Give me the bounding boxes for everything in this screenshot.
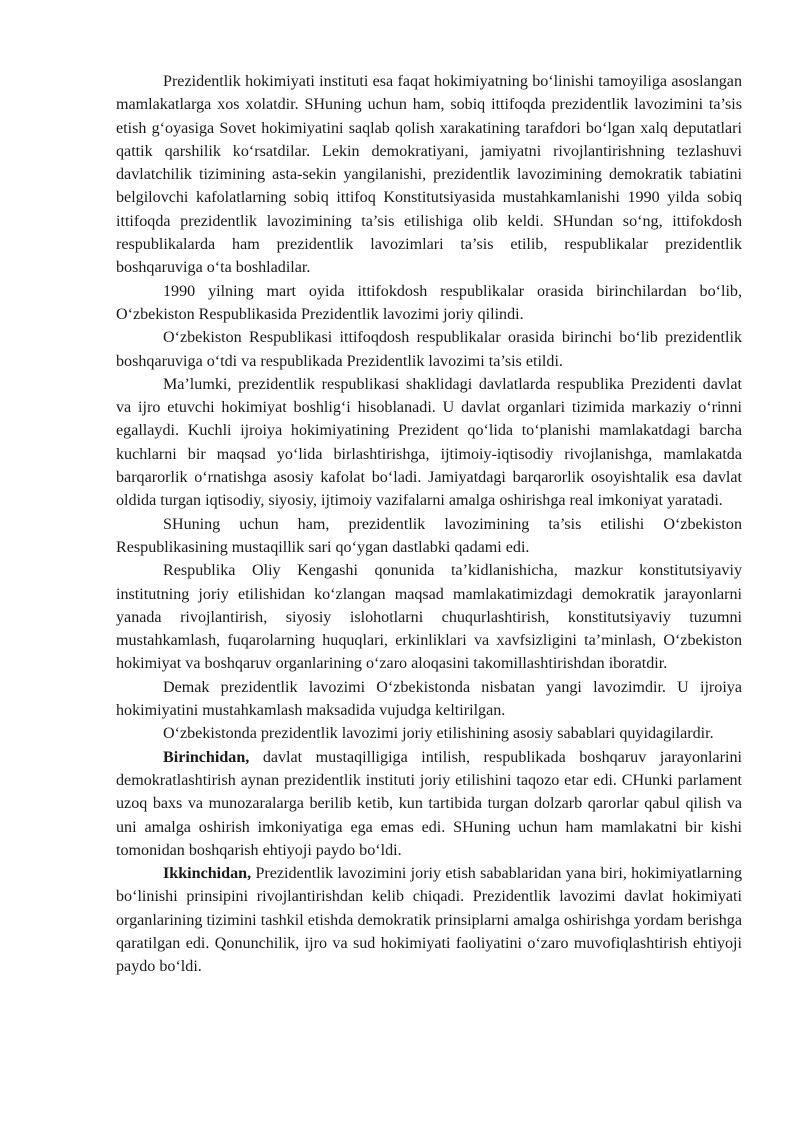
paragraph [116, 559, 742, 675]
paragraph-text: davlat mustaqilligiga intilish, respublikada boshqaruv jarayonlarini demokratlashtirish aynan prezidentlik instituti joriy etilishini taqozo etar edi. CHunki parlament uzoq baxs va munozaralarga berilib ketib, kun tartibida turgan dolzarb qarorlar qabul qilish va uni amalga oshirish imkoniyatiga ega emas edi. SHuning uchun ham mamlakatni bir kishi tomonidan boshqarish ehtiyoji paydo bo‘ldi. [116, 748, 742, 859]
paragraph-text: O‘zbekistonda prezidentlik lavozimi joriy etilishining asosiy sabablari quyidagilardir. [163, 725, 714, 743]
paragraph-text: 1990 yilning mart oyida ittifokdosh respublikalar orasida birinchilardan bo‘lib, O‘zbekiston Respublikasida Prezidentlik lavozimi joriy qilindi. [116, 282, 742, 323]
paragraph [116, 862, 742, 978]
paragraph [116, 326, 742, 373]
paragraph [116, 722, 742, 745]
paragraph [116, 280, 742, 327]
paragraph-text: Demak prezidentlik lavozimi O‘zbekistonda nisbatan yangi lavozimdir. U ijroiya hokimiyatini mustahkamlash maksadida vujudga keltirilgan. [116, 678, 742, 720]
paragraph-text: Prezidentlik hokimiyati instituti esa faqat hokimiyatning bo‘linishi tamoyiliga asoslangan mamlakatlarga xos xolatdir. SHuning uchun ham, sobiq ittifoqda prezidentlik lavozimini ta’sis etish g‘oyasiga Sovet hokimiyatini saqlab qolish xarakatining tarafdori bo‘lgan xalq deputatlari qattik qarshilik ko‘rsatdilar. Lekin demokratiyani, jamiyatni rivojlantirishning tezlashuvi davlatchilik tizimining asta-sekin yangilanishi, prezidentlik lavozimining demokratik tabiatini belgilovchi kafolatlarning sobiq ittifoq Konstitutsiyasida mustahkamlanishi 1990 yilda sobiq ittifoqda prezidentlik lavozimining ta’sis etilishiga olib keldi. SHundan so‘ng, ittifokdosh respublikalarda ham prezidentlik lavozimlari ta’sis etilib, respublikalar prezidentlik boshqaruviga o‘ta boshladilar. [116, 73, 742, 277]
paragraph [116, 676, 742, 723]
paragraph [116, 746, 742, 862]
paragraph-text: Respublika Oliy Kengashi qonunida ta’kidlanishicha, mazkur konstitutsiyaviy institutning joriy etilishidan ko‘zlangan maqsad mamlakatimizdagi demokratik jarayonlarni yanada rivojlantirish, siyosiy islohotlarni chuqurlashtirish, konstitutsiyaviy tuzumni mustahkamlash, fuqarolarning huquqlari, erkinliklari va xavfsizligini ta’minlash, O‘zbekiston hokimiyat va boshqaruv organlarining o‘zaro aloqasini takomillashtirishdan iboratdir. [116, 562, 742, 673]
paragraph-text: Prezidentlik lavozimini joriy etish sabablaridan yana biri, hokimiyatlarning bo‘linishi prinsipini rivojlantirishdan kelib chiqadi. Prezidentlik lavozimi davlat hokimiyati organlarining tizimini tashkil etishda demokratik prinsiplarni amalga oshirishga yordam berishga qaratilgan edi. Qonunchilik, ijro va sud hokimiyati faoliyatini o‘zaro muvofiqlashtirish ehtiyoji paydo bo‘ldi. [116, 865, 742, 976]
paragraph-text: SHuning uchun ham, prezidentlik lavozimining ta’sis etilishi O‘zbekiston Respublikasining mustaqillik sari qo‘ygan dastlabki qadami edi. [116, 515, 742, 556]
paragraph-lead: Ikkinchidan, [163, 865, 252, 883]
paragraph-text: O‘zbekiston Respublikasi ittifoqdosh respublikalar orasida birinchi bo‘lib prezidentlik boshqaruviga o‘tdi va respublikada Prezidentlik lavozimi ta’sis etildi. [116, 329, 742, 370]
paragraph [116, 513, 742, 560]
paragraph-lead: Birinchidan, [163, 748, 250, 766]
paragraph-text: Ma’lumki, prezidentlik respublikasi shaklidagi davlatlarda respublika Prezidenti davlat va ijro etuvchi hokimiyat boshlig‘i hisoblanadi. U davlat organlari tizimida markaziy o‘rinni egallaydi. Kuchli ijroiya hokimiyatining Prezident qo‘lida to‘planishi mamlakatdagi barcha kuchlarni bir maqsad yo‘lida birlashtirishga, ijtimoiy-iqtisodiy rivojlanishga, mamlakatda barqarorlik o‘rnatishga asosiy kafolat bo‘ladi. Jamiyatdagi barqarorlik osoyishtalik esa davlat oldida turgan iqtisodiy, siyosiy, ijtimoiy vazifalarni amalga oshirishga real imkoniyat yaratadi. [116, 375, 742, 510]
paragraph [116, 373, 742, 513]
paragraph [116, 70, 742, 280]
document-page [116, 70, 742, 979]
